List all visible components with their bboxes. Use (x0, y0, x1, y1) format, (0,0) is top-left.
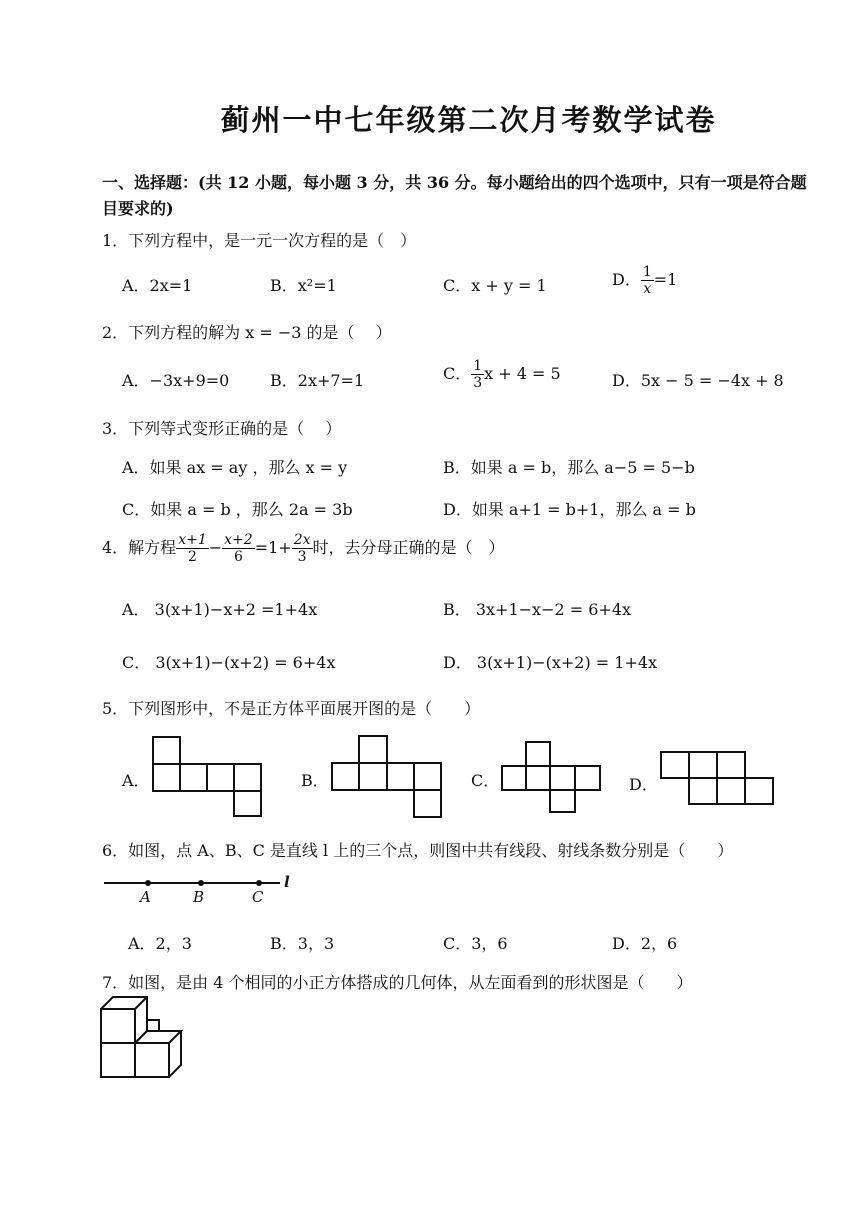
q2-c-denominator: 3 (473, 375, 483, 391)
question-2-stem: 2．下列方程的解为 x = −3 的是（ ） (102, 323, 392, 342)
cube-net-d (661, 752, 773, 804)
q4-option-b: B． 3x+1−x−2 = 6+4x (443, 600, 632, 619)
point-b (198, 880, 204, 886)
section-header-line1: 一、选择题：(共 12 小题，每小题 3 分，共 36 分。每小题给出的四个选项中，只有一项是符合题 (102, 173, 807, 192)
q1-option-a: A．2x=1 (122, 276, 193, 295)
q2-c-numerator: 1 (473, 358, 483, 374)
q3-option-c: C．如果 a = b ，那么 2a = 3b (122, 500, 353, 519)
point-c (256, 880, 262, 886)
exam-title: 蓟州一中七年级第二次月考数学试卷 (220, 103, 717, 137)
q3-option-a: A．如果 ax = ay ，那么 x = y (122, 458, 348, 477)
q4-stem-suffix: 时，去分母正确的是（ ） (312, 538, 505, 557)
cube-net-c (502, 742, 600, 812)
q3-option-d: D．如果 a+1 = b+1，那么 a = b (443, 500, 696, 519)
q1-d-denominator: x (643, 281, 652, 297)
q1-option-b: B．x²=1 (270, 276, 337, 295)
q6-point-b-label: B (193, 888, 205, 906)
q4-option-c: C． 3(x+1)−(x+2) = 6+4x (122, 653, 336, 672)
q6-option-b: B．3，3 (270, 934, 335, 953)
question-3-stem: 3．下列等式变形正确的是（ ） (102, 419, 342, 438)
q6-point-c-label: C (252, 888, 264, 906)
q6-option-d: D．2，6 (612, 934, 678, 953)
q4-f2-denominator: 6 (233, 549, 243, 565)
q5-option-d-label: D． (629, 775, 658, 794)
q2-option-c-label: C． (443, 364, 472, 383)
q6-line-figure (104, 880, 280, 886)
q4-f1-numerator: x+1 (178, 532, 207, 548)
q5-option-a-label: A． (122, 771, 150, 790)
question-6-stem: 6．如图，点 A、B、C 是直线 l 上的三个点，则图中共有线段、射线条数分别是（ ） (102, 841, 734, 860)
question-7-stem: 7．如图，是由 4 个相同的小正方体搭成的几何体，从左面看到的形状图是（ ） (102, 973, 693, 992)
q4-minus: − (208, 538, 223, 557)
point-a (145, 880, 151, 886)
q4-f3-denominator: 3 (297, 549, 307, 565)
q1-option-d-rhs: =1 (653, 270, 678, 289)
q6-option-a: A．2，3 (128, 934, 192, 953)
cube-net-b (332, 736, 441, 817)
q6-point-a-label: A (140, 888, 151, 906)
q1-option-c: C．x + y = 1 (443, 276, 547, 295)
q7-cube-solid (101, 997, 181, 1077)
question-5-stem: 5．下列图形中，不是正方体平面展开图的是（ ） (102, 699, 481, 718)
q2-option-b: B．2x+7=1 (270, 371, 365, 390)
q2-option-d: D．5x − 5 = −4x + 8 (612, 371, 784, 390)
q4-option-a: A． 3(x+1)−x+2 =1+4x (122, 600, 318, 619)
question-1-stem: 1．下列方程中，是一元一次方程的是（ ） (102, 231, 417, 250)
q5-option-c-label: C． (471, 771, 500, 790)
q4-f3-numerator: 2x (293, 532, 311, 548)
q4-stem-prefix: 4．解方程 (102, 538, 177, 557)
q3-option-b: B．如果 a = b，那么 a−5 = 5−b (443, 458, 695, 477)
q4-f1-denominator: 2 (188, 549, 197, 565)
q2-option-a: A．−3x+9=0 (122, 371, 230, 390)
q4-mid: =1+ (254, 538, 292, 557)
q4-option-d: D． 3(x+1)−(x+2) = 1+4x (443, 653, 658, 672)
q1-option-d-label: D． (612, 270, 641, 289)
cube-net-a (153, 737, 261, 816)
q2-option-c-rhs: x + 4 = 5 (484, 364, 561, 383)
q6-option-c: C．3，6 (443, 934, 508, 953)
q4-f2-numerator: x+2 (224, 532, 253, 548)
section-header-line2: 目要求的) (102, 199, 174, 218)
q5-option-b-label: B． (301, 771, 329, 790)
q1-d-numerator: 1 (642, 264, 652, 280)
q6-line-l-label: l (284, 873, 290, 891)
